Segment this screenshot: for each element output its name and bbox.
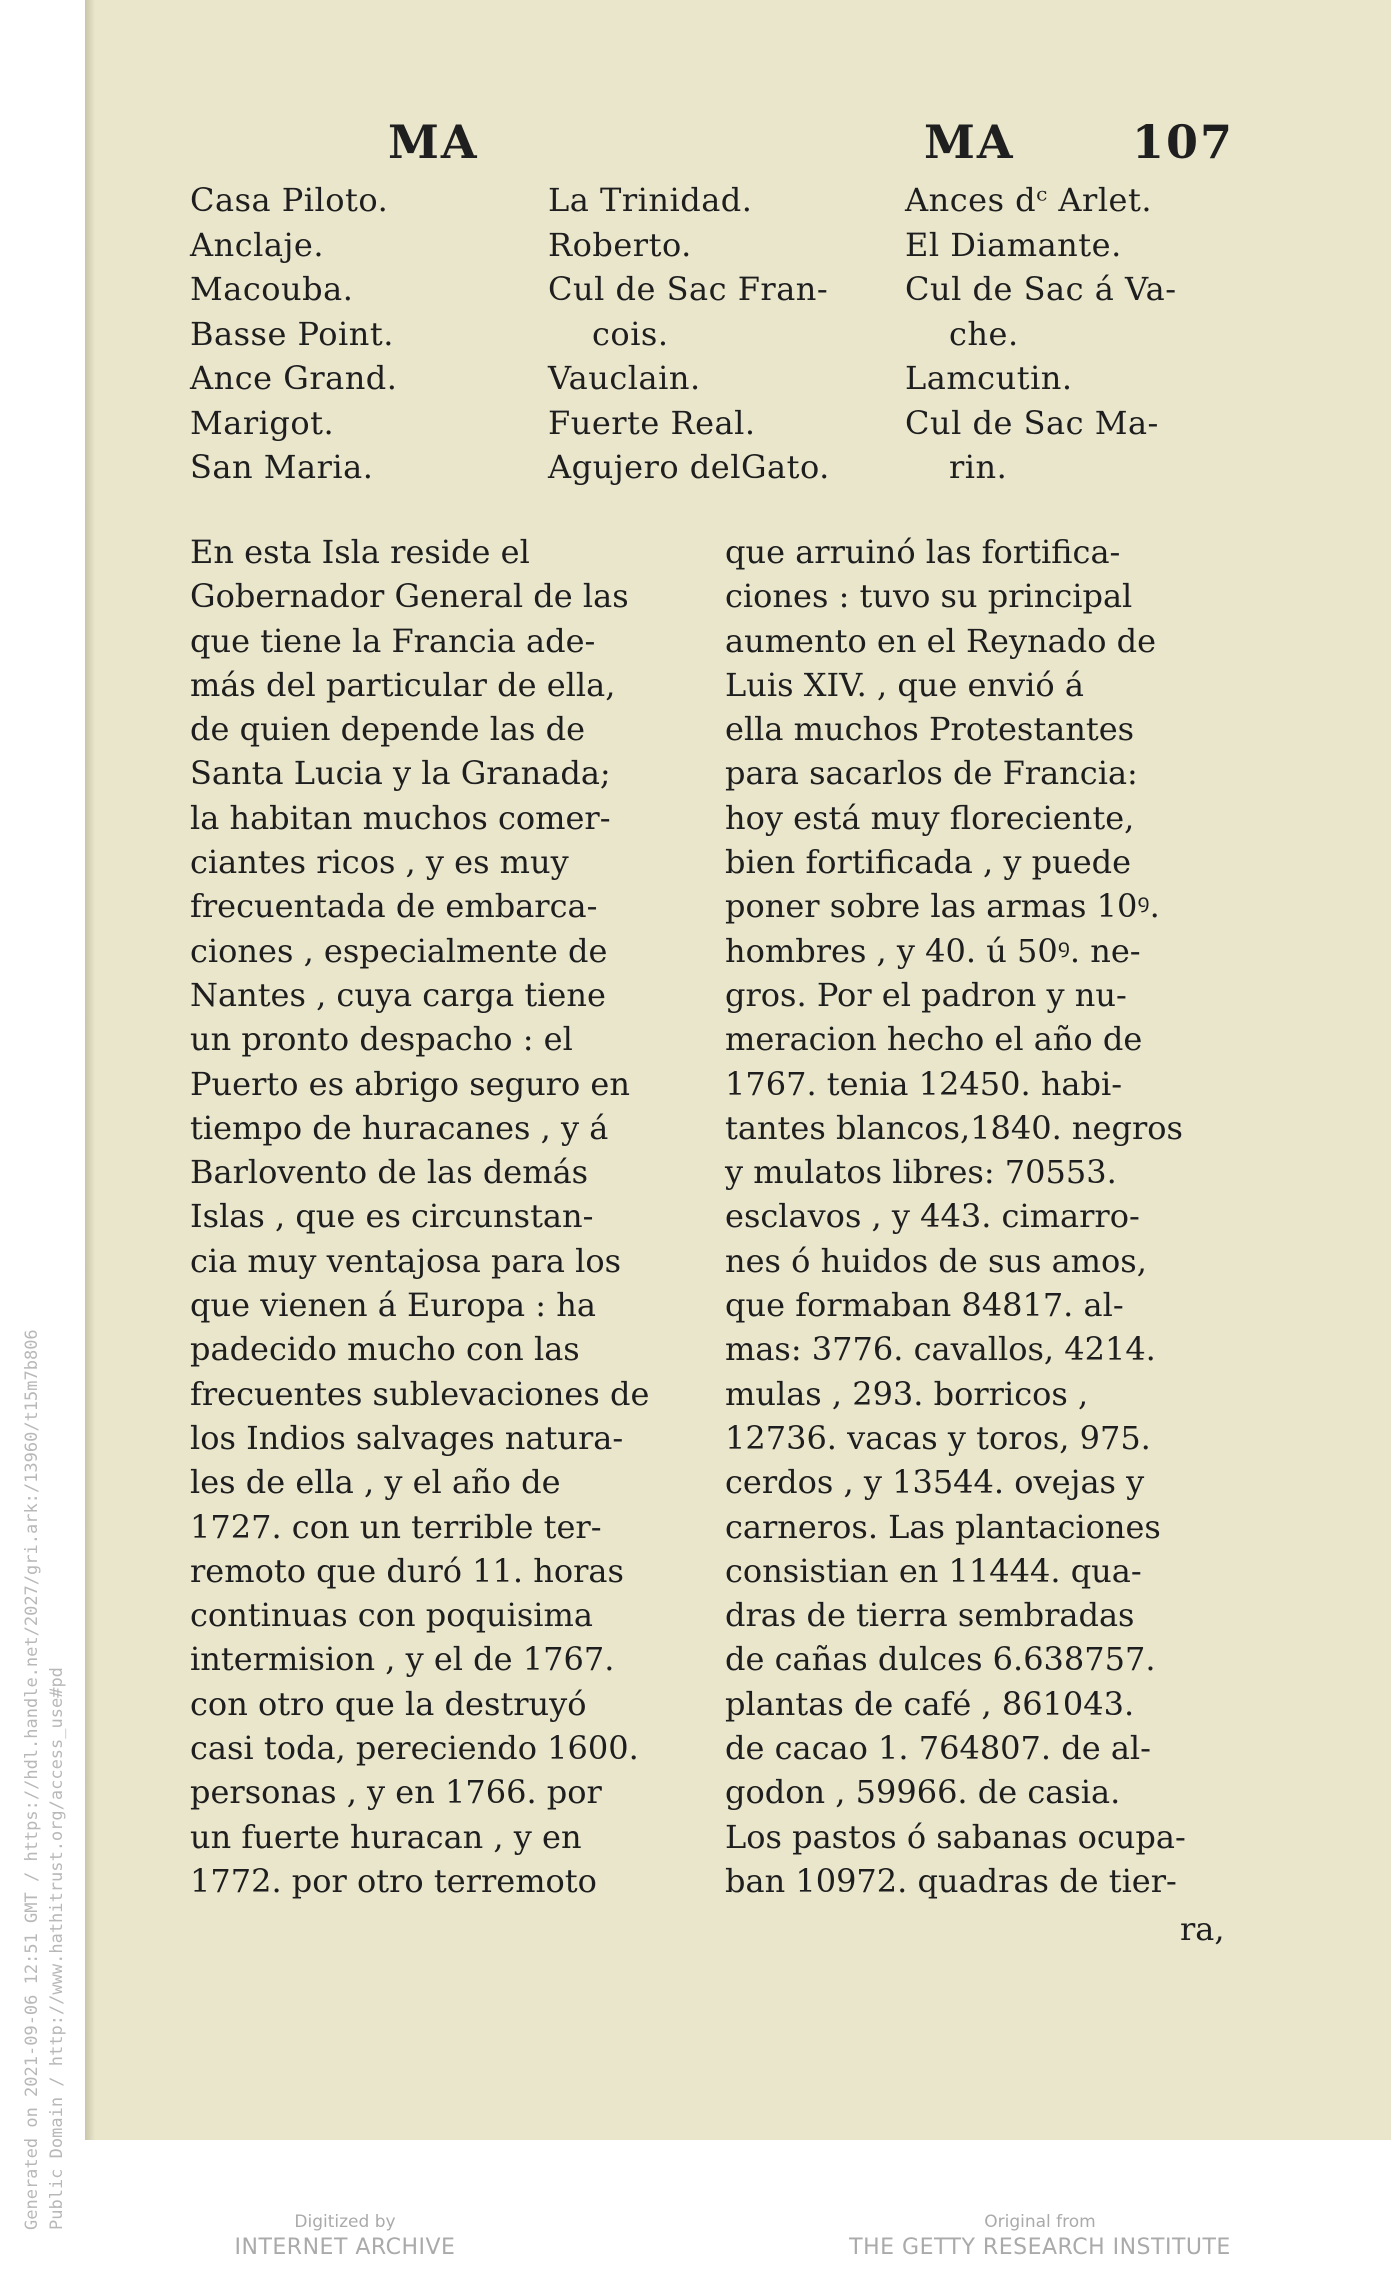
running-head-right: MA [924,115,1015,169]
text-line: frecuentada de embarca- [190,887,598,926]
text-line: consistian en 11444. qua- [725,1551,1142,1590]
text-line: los Indios salvages natura- [190,1418,624,1457]
text-line: mulas , 293. borricos , [725,1374,1089,1413]
text-line: cerdos , y 13544. ovejas y [725,1463,1145,1502]
catchword: ra, [1180,1910,1225,1948]
text-line: En esta Isla reside el [190,533,530,571]
text-line: más del particular de ella, [190,665,616,704]
text-line: nes ó huidos de sus amos, [725,1241,1147,1280]
text-line: Puerto es abrigo seguro en [190,1064,630,1103]
place-item: Agujero delGato. [548,448,830,486]
place-list-column-2 [548,178,888,490]
text-line: remoto que duró 11. horas [190,1551,624,1590]
place-list-column-1 [190,178,530,490]
text-line: cia muy ventajosa para los [190,1241,622,1280]
text-line: hombres , y 40. ú 50ꝰ. ne- [725,931,1141,970]
text-line: intermision , y el de 1767. [190,1640,615,1679]
place-item: che. [949,314,1019,353]
text-line: Los pastos ó sabanas ocupa- [725,1817,1186,1856]
place-item: Anclaje. [190,225,324,264]
place-item: Basse Point. [190,314,394,353]
source-credit [840,2210,1240,2262]
text-line: de cañas dulces 6.638757. [725,1640,1156,1679]
text-line: 12736. vacas y toros, 975. [725,1418,1151,1457]
place-item: rin. [949,448,1008,486]
text-line: tantes blancos,1840. negros [725,1108,1183,1147]
place-item: Marigot. [190,403,335,442]
digitizer-credit [210,2210,480,2262]
text-line: ciones : tuvo su principal [725,577,1133,616]
text-line: poner sobre las armas 10ꝰ. [725,887,1160,926]
place-item: Macouba. [190,270,354,308]
place-item: Cul de Sac Fran- [548,270,829,308]
place-item: Cul de Sac Ma- [905,403,1159,442]
place-item: La Trinidad. [548,181,753,219]
text-line: aumento en el Reynado de [725,621,1157,660]
text-line: ban 10972. quadras de tier- [725,1861,1177,1900]
place-item: Vauclain. [548,359,701,397]
text-line: y mulatos libres: 70553. [725,1153,1117,1192]
text-line: para sacarlos de Francia: [725,754,1138,793]
text-line: que formaban 84817. al- [725,1286,1124,1325]
text-line: personas , y en 1766. por [190,1773,602,1812]
text-line: ella muchos Protestantes [725,710,1135,749]
text-line: Barlovento de las demás [190,1153,589,1192]
text-line: bien fortificada , y puede [725,843,1132,882]
place-item: El Diamante. [905,225,1122,264]
place-item: Fuerte Real. [548,403,756,442]
text-line: tiempo de huracanes , y á [190,1108,609,1147]
text-line: 1767. tenia 12450. habi- [725,1064,1123,1103]
digitized-by-label: Digitized by [294,2212,396,2232]
text-line: esclavos , y 443. cimarro- [725,1197,1140,1236]
place-item: Ances dᶜ Arlet. [905,181,1153,219]
place-item: Roberto. [548,225,692,264]
place-item: Ance Grand. [190,359,398,397]
place-item: Cul de Sac á Va- [905,270,1177,308]
text-line: plantas de café , 861043. [725,1684,1135,1723]
text-line: ciantes ricos , y es muy [190,843,569,882]
original-from-label: Original from [984,2212,1096,2232]
text-line: de quien depende las de [190,710,586,749]
text-line: 1727. con un terrible ter- [190,1507,602,1546]
place-item: Casa Piloto. [190,181,389,219]
text-line: ciones , especialmente de [190,931,608,970]
stamp-line-generated: Generated on 2021-09-06 12:51 GMT / https://hdl.handle.net/2027/gri.ark:/13960/t15m7b806 [22,1329,42,2230]
text-line: meracion hecho el año de [725,1020,1143,1059]
body-text-column-1 [190,530,690,1903]
text-line: frecuentes sublevaciones de [190,1374,650,1413]
place-list-column-3 [905,178,1245,490]
text-line: 1772. por otro terremoto [190,1861,597,1900]
text-line: carneros. Las plantaciones [725,1507,1161,1546]
place-item: San Maria. [190,448,374,486]
text-line: les de ella , y el año de [190,1463,561,1502]
page-number: 107 [1132,115,1235,169]
stamp-line-rights: Public Domain / http://www.hathitrust.org/access_use#pd [47,1667,67,2230]
text-line: Gobernador General de las [190,577,629,616]
place-item: cois. [592,314,669,353]
text-line: continuas con poquisima [190,1596,593,1635]
text-line: Nantes , cuya carga tiene [190,975,606,1014]
text-line: la habitan muchos comer- [190,798,611,837]
page-gutter-shadow [85,0,95,2140]
text-line: de cacao 1. 764807. de al- [725,1729,1151,1768]
text-line: que arruinó las fortifica- [725,533,1121,571]
text-line: un pronto despacho : el [190,1020,573,1059]
text-line: Islas , que es circunstan- [190,1197,594,1236]
text-line: hoy está muy floreciente, [725,798,1135,837]
place-item: Lamcutin. [905,359,1073,397]
running-head-left: MA [388,115,479,169]
generation-stamp [20,1329,70,2230]
text-line: con otro que la destruyó [190,1684,587,1723]
text-line: mas: 3776. cavallos, 4214. [725,1330,1156,1369]
internet-archive-label: INTERNET ARCHIVE [234,2235,456,2260]
text-line: padecido mucho con las [190,1330,580,1369]
text-line: godon , 59966. de casia. [725,1773,1121,1812]
body-text-column-2 [725,530,1225,1903]
text-line: Santa Lucia y la Granada; [190,754,611,793]
text-line: que vienen á Europa : ha [190,1286,596,1325]
getty-institute-label: THE GETTY RESEARCH INSTITUTE [849,2235,1231,2260]
text-line: Luis XIV. , que envió á [725,665,1084,704]
text-line: dras de tierra sembradas [725,1596,1135,1635]
text-line: un fuerte huracan , y en [190,1817,582,1856]
text-line: que tiene la Francia ade- [190,621,596,660]
text-line: gros. Por el padron y nu- [725,975,1127,1014]
text-line: casi toda, pereciendo 1600. [190,1729,639,1768]
